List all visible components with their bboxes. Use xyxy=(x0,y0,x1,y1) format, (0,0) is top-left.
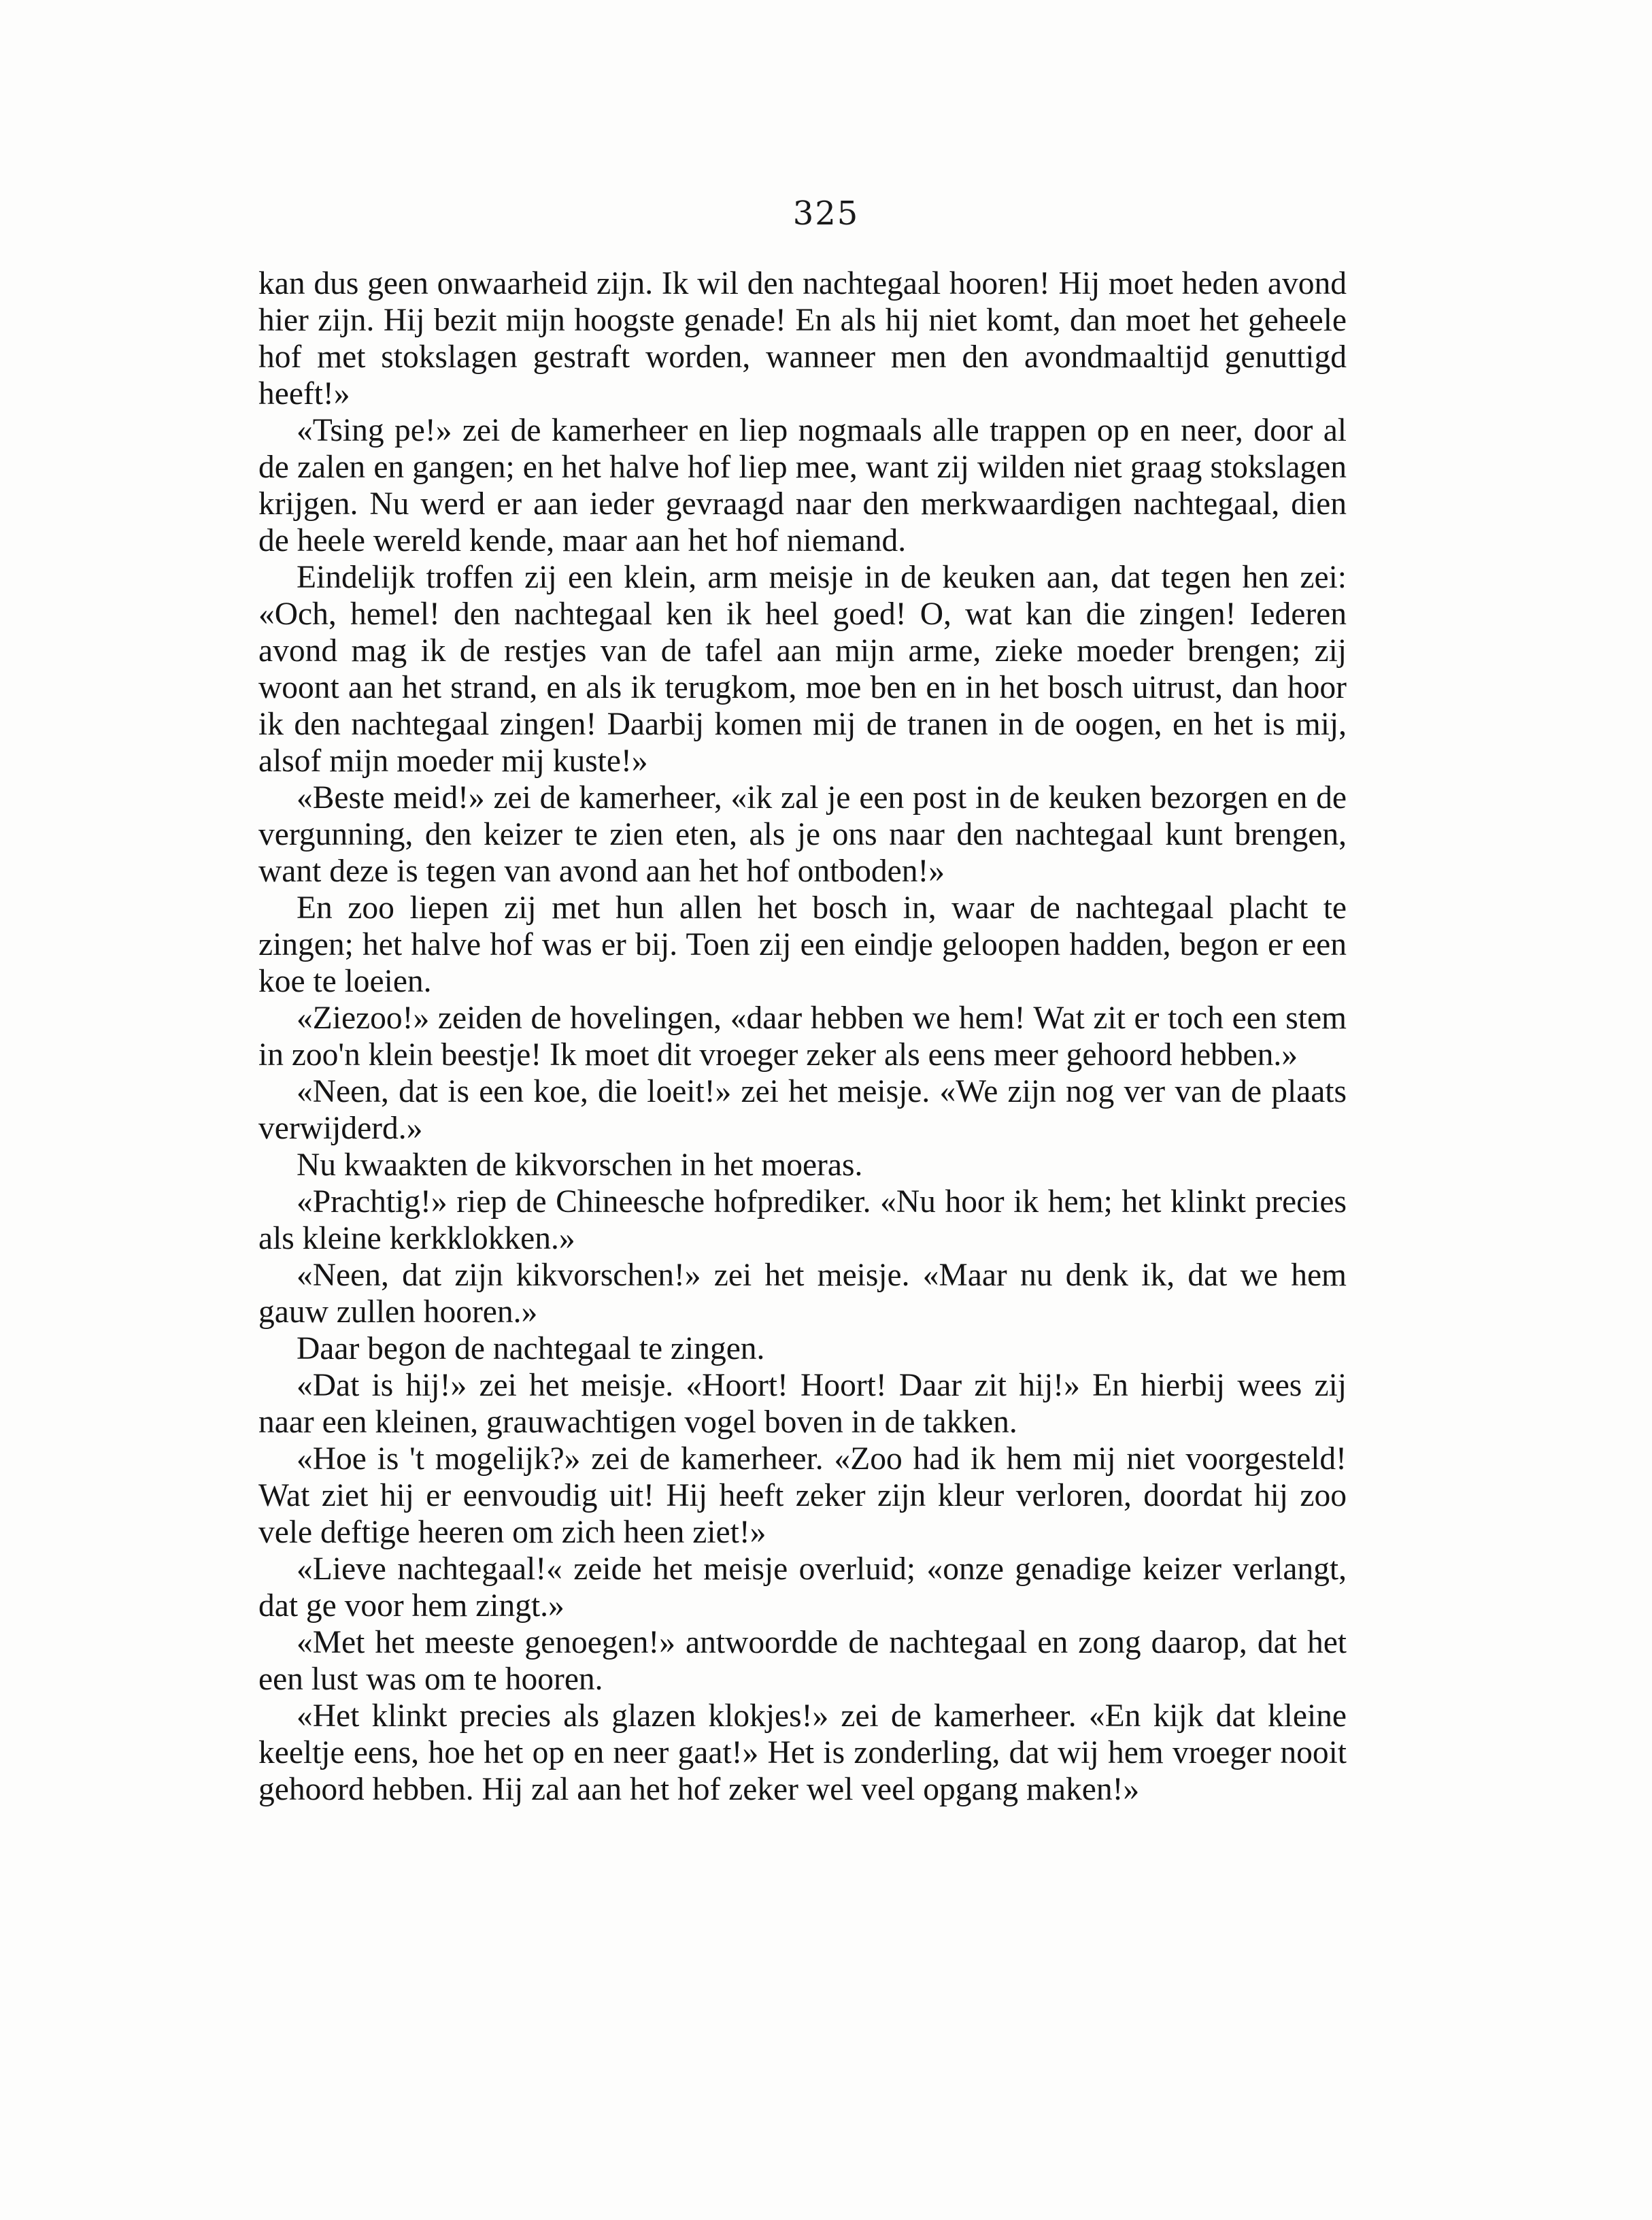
paragraph: Nu kwaakten de kikvorschen in het moeras. xyxy=(297,1147,863,1183)
paragraph: Eindelijk troffen zij een klein, arm meisje in de keuken aan, dat tegen hen zei: «Och, hemel! den nachtegaal ken ik heel goed! O, wat kan die zingen! Iederen avond mag ik de restjes van de tafel aan mijn arme, zieke moeder brengen; zij woont aan het strand, en als ik terugkom, moe ben en in het bosch uitrust, dan hoor ik den nachtegaal zingen! Daarbij komen mij de tranen in de oogen, en het is mij, alsof mijn moeder mij kuste!» xyxy=(258,560,1347,779)
body-text xyxy=(258,265,1347,1808)
paragraph: Daar begon de nachtegaal te zingen. xyxy=(297,1331,765,1366)
paragraph: «Met het meeste genoegen!» antwoordde de nachtegaal en zong daarop, dat het een lust was om te hooren. xyxy=(258,1625,1347,1697)
paragraph: «Het klinkt precies als glazen klokjes!» zei de kamerheer. «En kijk dat kleine keeltje eens, hoe het op en neer gaat!» Het is zonderling, dat wij hem vroeger nooit gehoord hebben. Hij zal aan het hof zeker wel veel opgang maken!» xyxy=(258,1698,1347,1807)
paragraph: «Neen, dat is een koe, die loeit!» zei het meisje. «We zijn nog ver van de plaats verwijderd.» xyxy=(258,1074,1347,1146)
paragraph: kan dus geen onwaarheid zijn. Ik wil den nachtegaal hooren! Hij moet heden avond hier zijn. Hij bezit mijn hoogste genade! En als hij niet komt, dan moet het geheele hof met stokslagen gestraft worden, wanneer men den avondmaaltijd genuttigd heeft!» xyxy=(258,266,1347,411)
paragraph: «Prachtig!» riep de Chineesche hofprediker. «Nu hoor ik hem; het klinkt precies als kleine kerkklokken.» xyxy=(258,1184,1347,1256)
paragraph: «Tsing pe!» zei de kamerheer en liep nogmaals alle trappen op en neer, door al de zalen en gangen; en het halve hof liep mee, want zij wilden niet graag stokslagen krijgen. Nu werd er aan ieder gevraagd naar den merkwaardigen nachtegaal, dien de heele wereld kende, maar aan het hof niemand. xyxy=(258,413,1347,558)
paragraph: «Ziezoo!» zeiden de hovelingen, «daar hebben we hem! Wat zit er toch een stem in zoo'n klein beestje! Ik moet dit vroeger zeker als eens meer gehoord hebben.» xyxy=(258,1000,1347,1073)
page-number: 325 xyxy=(792,195,860,233)
paragraph: «Beste meid!» zei de kamerheer, «ik zal je een post in de keuken bezorgen en de vergunning, den keizer te zien eten, als je ons naar den nachtegaal kunt brengen, want deze is tegen van avond aan het hof ontboden!» xyxy=(258,780,1347,889)
paragraph: «Lieve nachtegaal!« zeide het meisje overluid; «onze genadige keizer verlangt, dat ge voor hem zingt.» xyxy=(258,1551,1347,1624)
paragraph: «Hoe is 't mogelijk?» zei de kamerheer. «Zoo had ik hem mij niet voorgesteld! Wat ziet hij er eenvoudig uit! Hij heeft zeker zijn kleur verloren, doordat hij zoo vele deftige heeren om zich heen ziet!» xyxy=(258,1441,1347,1550)
paragraph: En zoo liepen zij met hun allen het bosch in, waar de nachtegaal placht te zingen; het halve hof was er bij. Toen zij een eindje geloopen hadden, begon er een koe te loeien. xyxy=(258,890,1347,999)
paragraph: «Neen, dat zijn kikvorschen!» zei het meisje. «Maar nu denk ik, dat we hem gauw zullen hooren.» xyxy=(258,1258,1347,1330)
paragraph: «Dat is hij!» zei het meisje. «Hoort! Hoort! Daar zit hij!» En hierbij wees zij naar een kleinen, grauwachtigen vogel boven in de takken. xyxy=(258,1368,1347,1440)
